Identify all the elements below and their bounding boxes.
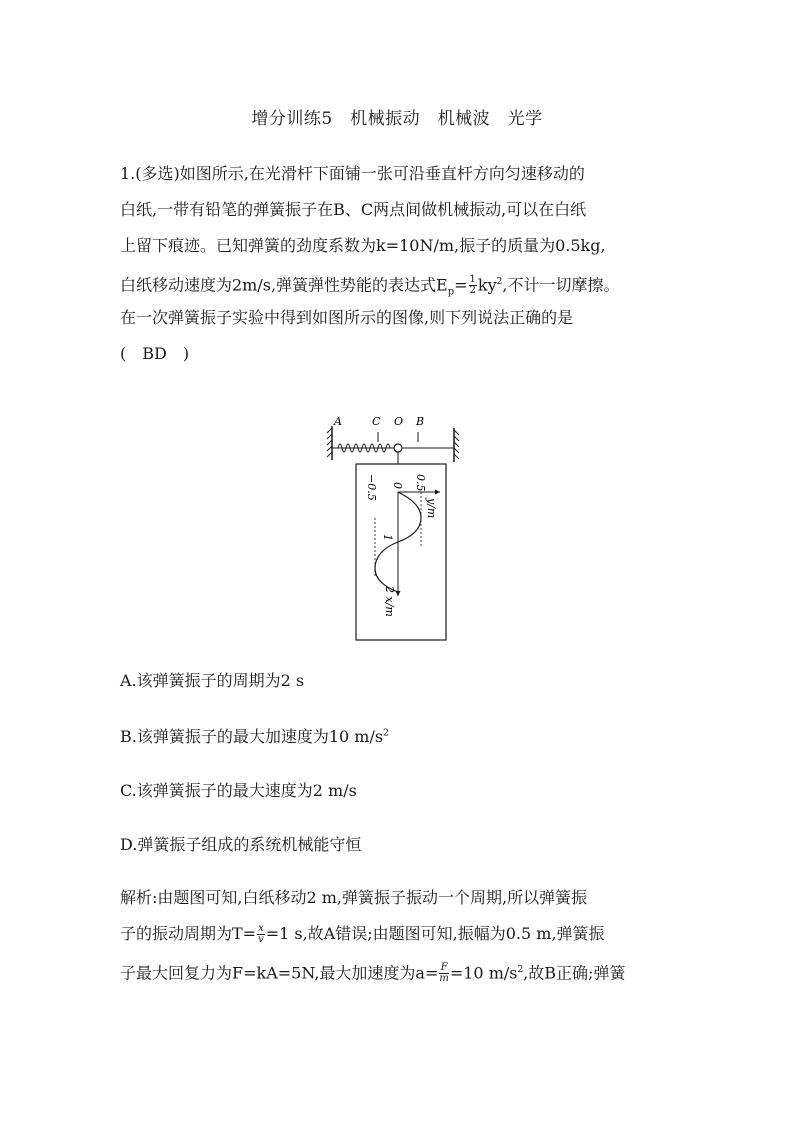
question-text-segment: 白纸移动速度为2m/s,弹簧弹性势能的表达式E	[120, 275, 448, 295]
fraction	[439, 963, 448, 984]
spring-oscillator-figure	[320, 408, 470, 644]
question-line: 上留下痕迹。已知弹簧的劲度系数为k=10N/m,振子的质量为0.5kg,	[120, 236, 606, 255]
option-c: C.该弹簧振子的最大速度为2 m/s	[120, 781, 357, 800]
option-b	[120, 724, 389, 747]
answer-bracket: ( BD )	[120, 344, 190, 363]
solution-text-segment: 子最大回复力为F=kA=5N,最大加速度为a=	[120, 963, 439, 983]
fraction-numerator: F	[440, 962, 448, 974]
label-x-axis: 2 x/m	[383, 586, 396, 617]
question-text	[120, 156, 680, 372]
option-d: D.弹簧振子组成的系统机械能守恒	[120, 835, 362, 854]
question-line: 白纸,一带有铅笔的弹簧振子在B、C两点间做机械振动,可以在白纸	[120, 200, 587, 219]
superscript: 2	[517, 965, 524, 975]
solution-text-segment: =10 m/s	[449, 963, 518, 983]
fraction-denominator: v	[258, 934, 264, 945]
solution-text	[120, 880, 680, 988]
superscript: 2	[496, 277, 503, 287]
solution-text-segment: 子的振动周期为T=	[120, 924, 257, 943]
label-pos-amplitude: 0.5	[414, 474, 427, 492]
solution-line	[120, 952, 680, 988]
label-origin: 0	[391, 482, 404, 489]
label-x-one: 1	[381, 534, 394, 541]
label-b: B	[416, 415, 425, 428]
subscript: p	[447, 286, 455, 298]
question-line	[120, 264, 680, 300]
page-title: 增分训练5 机械振动 机械波 光学	[251, 109, 543, 129]
y-axis-arrow	[435, 490, 440, 495]
equals-sign: =	[454, 275, 468, 295]
fraction-numerator: x	[258, 923, 264, 934]
label-o: O	[394, 415, 404, 428]
option-b-text: B.该弹簧振子的最大加速度为10 m/s	[120, 727, 384, 746]
label-neg-amplitude: −0.5	[365, 474, 378, 501]
label-y-axis: y/m	[425, 498, 438, 519]
question-line: 1.(多选)如图所示,在光滑杆下面铺一张可沿垂直杆方向匀速移动的	[120, 164, 585, 183]
fraction	[257, 924, 265, 945]
fraction	[469, 275, 477, 296]
question-line: 在一次弹簧振子实验中得到如图所示的图像,则下列说法正确的是	[120, 308, 574, 327]
option-a: A.该弹簧振子的周期为2 s	[120, 671, 305, 690]
solution-text-segment: =1 s,故A错误;由题图可知,振幅为0.5 m,弹簧振	[265, 924, 605, 943]
solution-text-segment: ,故B正确;弹簧	[523, 963, 626, 983]
fraction-denominator: 2	[469, 285, 476, 297]
fraction-denominator: m	[439, 973, 449, 985]
superscript: 2	[383, 728, 389, 739]
question-text-segment: ky	[477, 275, 497, 295]
label-a: A	[334, 415, 342, 428]
label-c: C	[372, 415, 381, 428]
question-text-segment: ,不计一切摩擦。	[502, 275, 620, 295]
fraction-numerator: 1	[469, 274, 476, 286]
solution-line: 解析:由题图可知,白纸移动2 m,弹簧振子振动一个周期,所以弹簧振	[120, 888, 588, 907]
solution-line	[120, 916, 680, 952]
oscillator-ball	[394, 444, 402, 452]
